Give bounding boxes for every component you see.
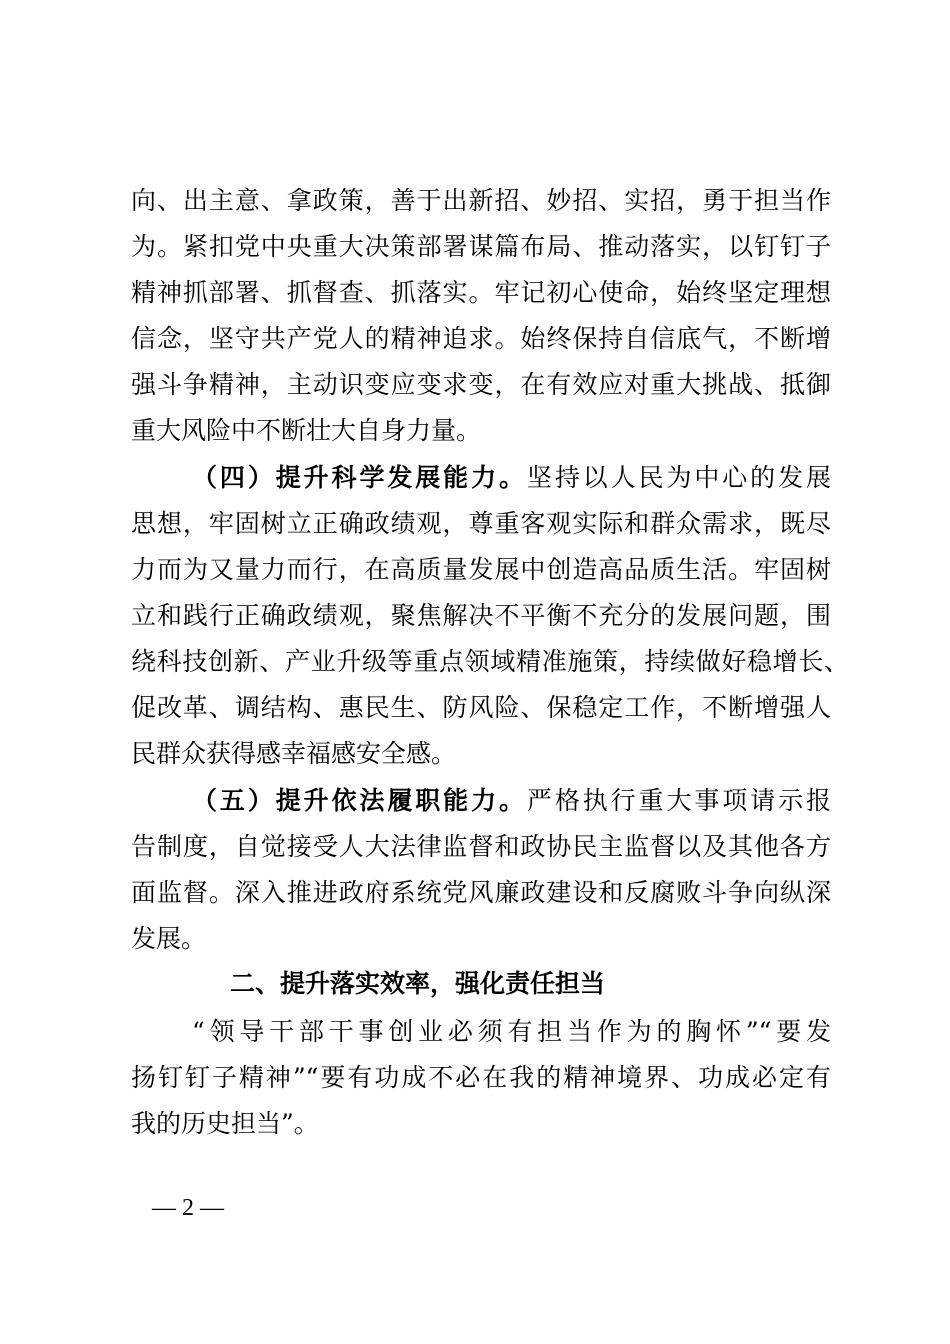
paragraph-line: 告制度，自觉接受人大法律监督和政协民主监督以及其他各方: [131, 832, 831, 861]
item5-first-line-text: 严格执行重大事项请示报: [526, 786, 831, 815]
paragraph-line: 绕科技创新、产业升级等重点领域精准施策，持续做好稳增长、: [131, 647, 849, 676]
paragraph-line: 发展。: [131, 924, 207, 953]
item5-first-line: [192, 779, 831, 823]
paragraph-line: 为。紧扣党中央重大决策部署谋篇布局、推动落实，以钉钉子: [131, 232, 831, 261]
paragraph-line: 信念，坚守共产党人的精神追求。始终保持自信底气，不断增: [131, 324, 831, 353]
paragraph-line: 精神抓部署、抓督查、抓落实。牢记初心使命，始终坚定理想: [131, 278, 831, 307]
paragraph-line: 扬钉钉子精神”“要有功成不必在我的精神境界、功成必定有: [131, 1063, 831, 1092]
paragraph-line: 力而为又量力而行，在高质量发展中创造高品质生活。牢固树: [131, 555, 831, 584]
paragraph-line: 向、出主意、拿政策，善于出新招、妙招、实招，勇于担当作: [131, 186, 831, 215]
section-heading: 二、提升落实效率，强化责任担当: [230, 969, 606, 998]
paragraph-line: “领导干部干事创业必须有担当作为的胸怀”“要发: [192, 1017, 831, 1046]
item4-first-line: [192, 456, 831, 500]
paragraph-line: 立和践行正确政绩观，聚焦解决不平衡不充分的发展问题，围: [131, 601, 831, 630]
paragraph-line: 民群众获得感幸福感安全感。: [131, 739, 457, 768]
item5-title: （五）提升依法履职能力。: [192, 786, 527, 815]
item4-first-line-text: 坚持以人民为中心的发展: [526, 463, 831, 492]
page-number: — 2 —: [152, 1195, 224, 1221]
paragraph-line: 思想，牢固树立正确政绩观，尊重客观实际和群众需求，既尽: [131, 509, 831, 538]
paragraph-line: 促改革、调结构、惠民生、防风险、保稳定工作，不断增强人: [131, 693, 831, 722]
paragraph-line: 我的历史担当”。: [131, 1109, 319, 1138]
paragraph-line: 面监督。深入推进政府系统党风廉政建设和反腐败斗争向纵深: [131, 878, 831, 907]
paragraph-line: 强斗争精神，主动识变应变求变，在有效应对重大挑战、抵御: [131, 370, 831, 399]
item4-title: （四）提升科学发展能力。: [192, 463, 527, 492]
paragraph-line: 重大风险中不断壮大自身力量。: [131, 416, 482, 445]
